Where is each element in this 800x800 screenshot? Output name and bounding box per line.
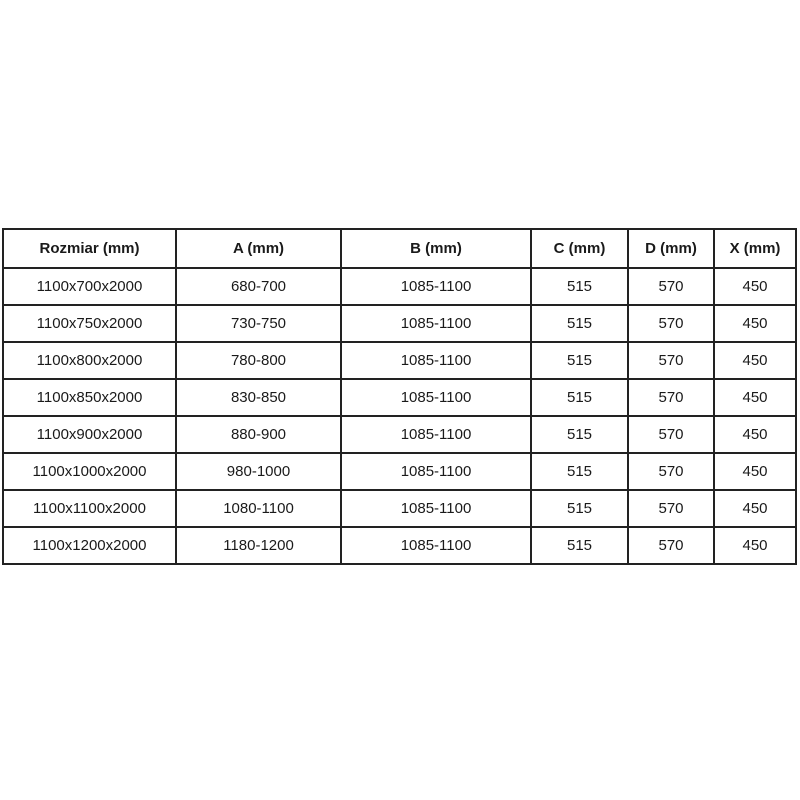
table-cell: 515 — [531, 342, 628, 379]
table-row — [3, 416, 796, 453]
table-cell: 515 — [531, 453, 628, 490]
table-cell: 680-700 — [176, 268, 341, 305]
table-cell: 1100x750x2000 — [3, 305, 176, 342]
table-cell: 515 — [531, 379, 628, 416]
table-cell: 450 — [714, 268, 796, 305]
header-cell: D (mm) — [628, 229, 714, 268]
table-cell: 980-1000 — [176, 453, 341, 490]
table-cell: 1085-1100 — [341, 490, 531, 527]
table-cell: 450 — [714, 453, 796, 490]
table-cell: 880-900 — [176, 416, 341, 453]
table-cell: 570 — [628, 305, 714, 342]
table-row — [3, 305, 796, 342]
header-cell: B (mm) — [341, 229, 531, 268]
table-row — [3, 490, 796, 527]
table-cell: 1100x1000x2000 — [3, 453, 176, 490]
table-row — [3, 379, 796, 416]
table-cell: 1100x850x2000 — [3, 379, 176, 416]
table-cell: 515 — [531, 527, 628, 564]
table-row — [3, 268, 796, 305]
header-cell: C (mm) — [531, 229, 628, 268]
size-spec-table — [2, 228, 797, 565]
header-cell: X (mm) — [714, 229, 796, 268]
table-cell: 1100x800x2000 — [3, 342, 176, 379]
table-cell: 570 — [628, 490, 714, 527]
table-cell: 570 — [628, 453, 714, 490]
table-cell: 1085-1100 — [341, 342, 531, 379]
size-spec-table-body — [3, 268, 796, 564]
table-cell: 570 — [628, 527, 714, 564]
table-cell: 1080-1100 — [176, 490, 341, 527]
table-cell: 1100x1200x2000 — [3, 527, 176, 564]
table-cell: 515 — [531, 305, 628, 342]
size-spec-table-container — [2, 228, 795, 565]
table-cell: 1085-1100 — [341, 527, 531, 564]
table-cell: 1085-1100 — [341, 305, 531, 342]
table-cell: 730-750 — [176, 305, 341, 342]
table-cell: 1085-1100 — [341, 453, 531, 490]
table-row — [3, 453, 796, 490]
table-cell: 515 — [531, 268, 628, 305]
table-cell: 570 — [628, 268, 714, 305]
table-cell: 1100x1100x2000 — [3, 490, 176, 527]
table-cell: 570 — [628, 379, 714, 416]
table-cell: 570 — [628, 416, 714, 453]
table-cell: 450 — [714, 527, 796, 564]
table-cell: 515 — [531, 416, 628, 453]
table-cell: 450 — [714, 490, 796, 527]
table-cell: 1085-1100 — [341, 268, 531, 305]
table-cell: 1085-1100 — [341, 379, 531, 416]
header-row — [3, 229, 796, 268]
table-cell: 1100x700x2000 — [3, 268, 176, 305]
table-cell: 450 — [714, 416, 796, 453]
table-cell: 780-800 — [176, 342, 341, 379]
size-spec-table-head — [3, 229, 796, 268]
table-cell: 450 — [714, 379, 796, 416]
table-cell: 1085-1100 — [341, 416, 531, 453]
table-cell: 1100x900x2000 — [3, 416, 176, 453]
header-cell: A (mm) — [176, 229, 341, 268]
table-cell: 570 — [628, 342, 714, 379]
table-cell: 1180-1200 — [176, 527, 341, 564]
table-cell: 450 — [714, 342, 796, 379]
table-row — [3, 527, 796, 564]
table-cell: 450 — [714, 305, 796, 342]
table-row — [3, 342, 796, 379]
header-cell: Rozmiar (mm) — [3, 229, 176, 268]
table-cell: 830-850 — [176, 379, 341, 416]
table-cell: 515 — [531, 490, 628, 527]
